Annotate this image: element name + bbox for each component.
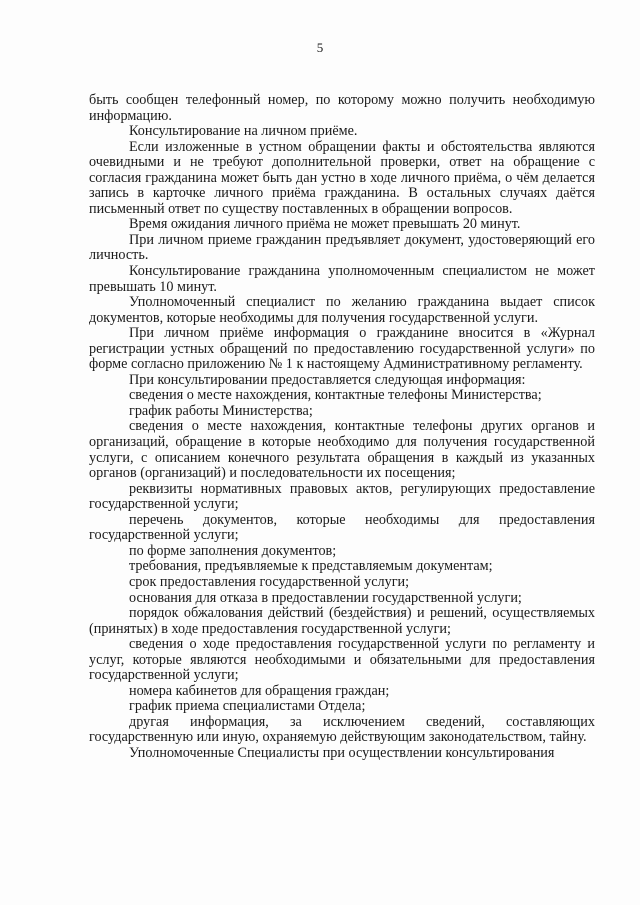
list-item: график приема специалистами Отдела; bbox=[129, 698, 366, 715]
list-item: основания для отказа в предоставлении государственной услуги; bbox=[129, 589, 522, 606]
list-item: порядок обжалования действий (бездействия) и решений, осуществляемых (принятых) в ходе предоставления государственной услуги; bbox=[89, 605, 595, 637]
list-item: реквизиты нормативных правовых актов, регулирующих предоставление государственной услуги; bbox=[89, 480, 595, 513]
paragraph: Консультирование гражданина уполномоченным специалистом не может превышать 10 минут. bbox=[89, 263, 595, 295]
paragraph: При личном приёме информация о гражданине вносится в «Журнал регистрации устных обращений по предоставлению государственной услуги» по форме согласно приложению № 1 к настоящему Административному регламенту. bbox=[89, 325, 595, 373]
list-item: сведения о месте нахождения, контактные телефоны Министерства; bbox=[129, 387, 542, 404]
paragraph: Консультирование на личном приёме. bbox=[129, 123, 358, 140]
paragraph: При личном приеме гражданин предъявляет документ, удостоверяющий его личность. bbox=[89, 231, 595, 264]
paragraph: Время ожидания личного приёма не может превышать 20 минут. bbox=[129, 216, 521, 233]
page-number: 5 bbox=[316, 40, 324, 55]
list-item: другая информация, за исключением сведений, составляющих государственную или иную, охраняемую действующим законодательством, тайну. bbox=[89, 713, 595, 746]
list-item: перечень документов, которые необходимы для предоставления государственной услуги; bbox=[89, 511, 595, 544]
paragraph: Уполномоченные Специалисты при осуществлении консультирования bbox=[129, 744, 555, 761]
list-item: график работы Министерства; bbox=[129, 402, 313, 419]
paragraph: При консультировании предоставляется следующая информация: bbox=[129, 371, 526, 388]
list-item: сведения о ходе предоставления государственной услуги по регламенту и услуг, которые являются необходимыми и обязательными для предоставления государственной услуги; bbox=[89, 636, 595, 684]
list-item: по форме заполнения документов; bbox=[129, 542, 337, 559]
paragraph: Если изложенные в устном обращении факты и обстоятельства являются очевидными и не требуют дополнительной проверки, ответ на обращение с согласия гражданина может быть дан устно в ходе личного приёма, о чём делается запись в карточке личного приёма гражданина. В остальных случаях даётся письменный ответ по существу поставленных в обращении вопросов. bbox=[89, 138, 595, 217]
document-body bbox=[89, 93, 595, 762]
list-item: сведения о месте нахождения, контактные телефоны других органов и организаций, обращение в которые необходимо для получения государственной услуги, с описанием конечного результата обращения в каждый из указанных органов (организаций) и последовательности их посещения; bbox=[89, 418, 595, 482]
paragraph: Уполномоченный специалист по желанию гражданина выдает список документов, которые необходимы для получения государственной услуги. bbox=[89, 294, 595, 326]
list-item: срок предоставления государственной услуги; bbox=[129, 573, 410, 590]
list-item: номера кабинетов для обращения граждан; bbox=[129, 682, 390, 699]
paragraph: быть сообщен телефонный номер, по которому можно получить необходимую информацию. bbox=[89, 92, 595, 124]
list-item: требования, предъявляемые к представляемым документам; bbox=[129, 558, 493, 575]
